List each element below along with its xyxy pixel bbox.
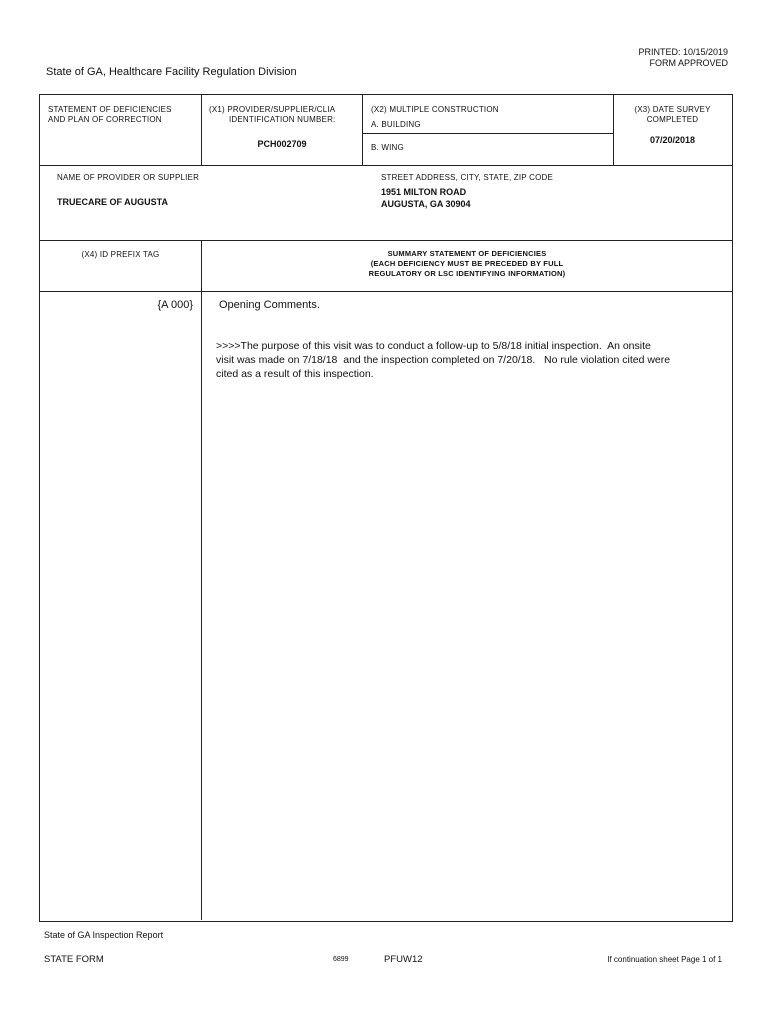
- summary-heading: SUMMARY STATEMENT OF DEFICIENCIES: [387, 249, 547, 258]
- x1-label: (X1) PROVIDER/SUPPLIER/CLIA: [209, 105, 336, 114]
- summary-heading: REGULATORY OR LSC IDENTIFYING INFORMATION): [368, 269, 566, 278]
- id-prefix-tag: {A 000}: [157, 299, 193, 311]
- x3-label: COMPLETED: [646, 115, 699, 124]
- address-line-2: AUGUSTA, GA 30904: [381, 199, 471, 209]
- wing-label: B. WING: [371, 143, 404, 152]
- entry-text: >>>>The purpose of this visit was to conduct a follow-up to 5/8/18 initial inspection. An onsite: [216, 340, 651, 352]
- divider: [201, 95, 202, 165]
- state-form: STATE FORM: [44, 954, 104, 965]
- agency-title: State of GA, Healthcare Facility Regulation Division: [46, 66, 297, 78]
- survey-date: 07/20/2018: [649, 135, 696, 145]
- form-frame: [39, 94, 733, 922]
- report-name: State of GA Inspection Report: [44, 930, 164, 940]
- x2-label: (X2) MULTIPLE CONSTRUCTION: [371, 105, 499, 114]
- provider-id: PCH002709: [257, 139, 307, 149]
- building-label: A. BUILDING: [371, 120, 421, 129]
- entry-text: visit was made on 7/18/18 and the inspection completed on 7/20/18. No rule violation cited were: [216, 354, 671, 366]
- divider: [40, 240, 732, 241]
- document-id: PFUW12: [384, 954, 423, 965]
- x1-label: IDENTIFICATION NUMBER:: [229, 115, 336, 124]
- statement-label: STATEMENT OF DEFICIENCIES: [48, 105, 172, 114]
- x4-label: (X4) ID PREFIX TAG: [81, 250, 160, 259]
- divider: [363, 133, 613, 134]
- divider: [40, 165, 732, 166]
- divider: [40, 291, 732, 292]
- form-approved: FORM APPROVED: [649, 58, 728, 68]
- continuation-note: If continuation sheet Page 1 of 1: [607, 955, 722, 964]
- entry-text: cited as a result of this inspection.: [216, 368, 374, 380]
- address-label: STREET ADDRESS, CITY, STATE, ZIP CODE: [381, 173, 554, 182]
- address-line-1: 1951 MILTON ROAD: [381, 187, 467, 197]
- summary-heading: (EACH DEFICIENCY MUST BE PRECEDED BY FULL: [370, 259, 564, 268]
- entry-title: Opening Comments.: [219, 299, 320, 311]
- form-code: 6899: [333, 956, 349, 963]
- x3-label: (X3) DATE SURVEY: [634, 105, 711, 114]
- printed-date: PRINTED: 10/15/2019: [638, 47, 728, 57]
- provider-name: TRUECARE OF AUGUSTA: [57, 197, 168, 207]
- divider: [362, 95, 363, 165]
- provider-name-label: NAME OF PROVIDER OR SUPPLIER: [57, 173, 200, 182]
- divider: [201, 240, 202, 920]
- statement-label: AND PLAN OF CORRECTION: [48, 115, 162, 124]
